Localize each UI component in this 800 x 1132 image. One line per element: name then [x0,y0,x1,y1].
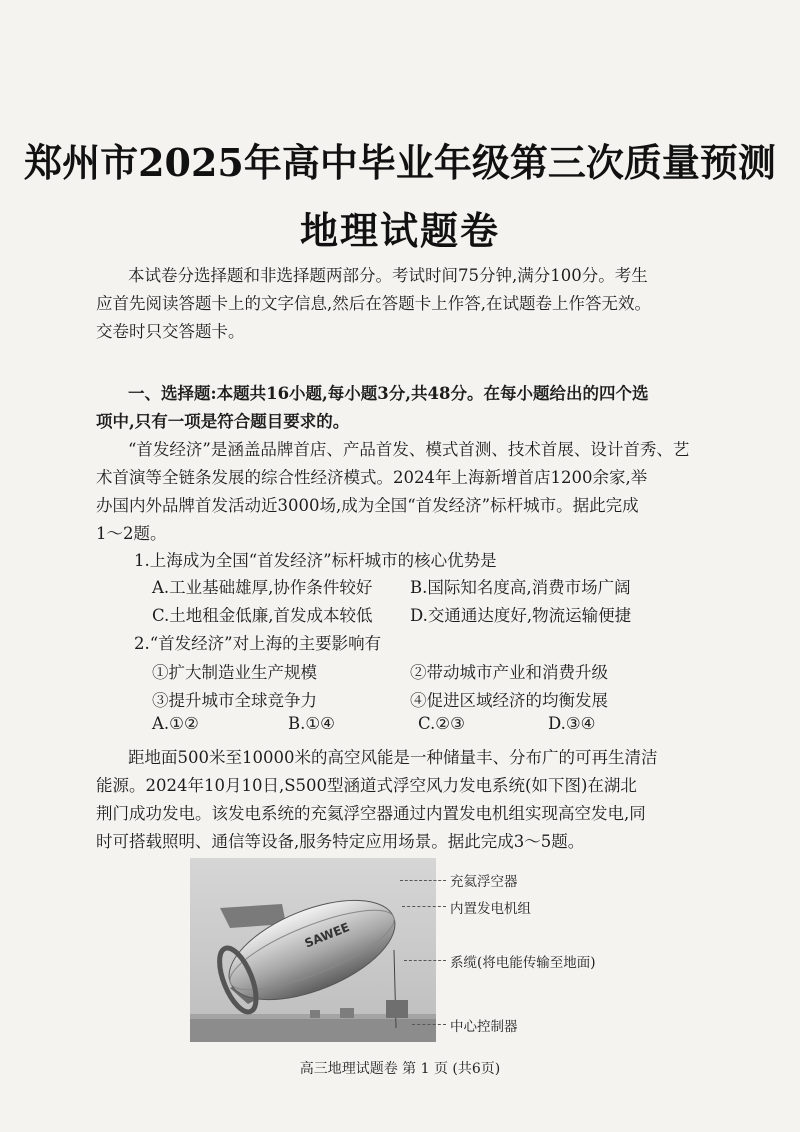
leader-line-controller [412,1024,446,1025]
passage-1-line-3: 办国内外品牌首发活动近3000场,成为全国“首发经济”标杆城市。据此完成 [96,496,639,515]
instructions-line-3: 交卷时只交答题卡。 [96,322,245,341]
question-2-item-1: ①扩大制造业生产规模 [152,663,317,682]
section-heading-line-1: 一、选择题:本题共16小题,每小题3分,共48分。在每小题给出的四个选 [128,384,649,403]
label-controller: 中心控制器 [450,1019,518,1035]
aerostat-illustration [190,858,436,1042]
label-generator: 内置发电机组 [450,901,531,917]
question-2-option-b: B.①④ [288,714,335,733]
question-2-stem: 2.“首发经济”对上海的主要影响有 [134,634,382,653]
passage-2-line-4: 时可搭载照明、通信等设备,服务特定应用场景。据此完成3～5题。 [96,832,585,851]
passage-2-line-2: 能源。2024年10月10日,S500型涵道式浮空风力发电系统(如下图)在湖北 [96,776,637,795]
passage-2-line-3: 荆门成功发电。该发电系统的充氦浮空器通过内置发电机组实现高空发电,同 [96,804,646,823]
question-2-item-4: ④促进区域经济的均衡发展 [410,691,608,710]
question-1-option-c: C.土地租金低廉,首发成本较低 [152,606,373,625]
page-footer: 高三地理试题卷 第 1 页 (共6页) [299,1061,501,1077]
hull-logo-text: SAWEE [302,919,352,951]
instructions-line-2: 应首先阅读答题卡上的文字信息,然后在答题卡上作答,在试题卷上作答无效。 [96,294,651,313]
question-2-option-a: A.①② [152,714,199,733]
section-heading-line-2: 项中,只有一项是符合题目要求的。 [96,412,350,431]
question-2-option-c: C.②③ [418,714,465,733]
question-1-option-d: D.交通通达度好,物流运输便捷 [410,606,632,625]
passage-2-line-1: 距地面500米至10000米的高空风能是一种储量丰、分布广的可再生清洁 [128,748,658,767]
question-1-stem: 1.上海成为全国“首发经济”标杆城市的核心优势是 [134,551,497,570]
aerostat-photo [190,858,436,1042]
instructions-line-1: 本试卷分选择题和非选择题两部分。考试时间75分钟,满分100分。考生 [128,266,648,285]
question-1-option-b: B.国际知名度高,消费市场广阔 [410,578,631,597]
passage-1-line-1: “首发经济”是涵盖品牌首店、产品首发、模式首测、技术首展、设计首秀、艺 [128,440,690,459]
passage-1-line-4: 1～2题。 [96,524,167,543]
exam-title: 郑州市2025年高中毕业年级第三次质量预测 [24,140,776,185]
leader-line-aerostat [400,880,446,881]
leader-line-generator [402,906,446,907]
subject-title: 地理试题卷 [299,208,500,253]
label-tether: 系缆(将电能传输至地面) [450,955,596,971]
leader-line-tether [404,960,446,961]
question-1-option-a: A.工业基础雄厚,协作条件较好 [152,578,373,597]
passage-1-line-2: 术首演等全链条发展的综合性经济模式。2024年上海新增首店1200余家,举 [96,468,648,487]
question-2-item-3: ③提升城市全球竞争力 [152,691,317,710]
label-aerostat: 充氦浮空器 [450,874,518,890]
question-2-option-d: D.③④ [548,714,596,733]
question-2-item-2: ②带动城市产业和消费升级 [410,663,608,682]
